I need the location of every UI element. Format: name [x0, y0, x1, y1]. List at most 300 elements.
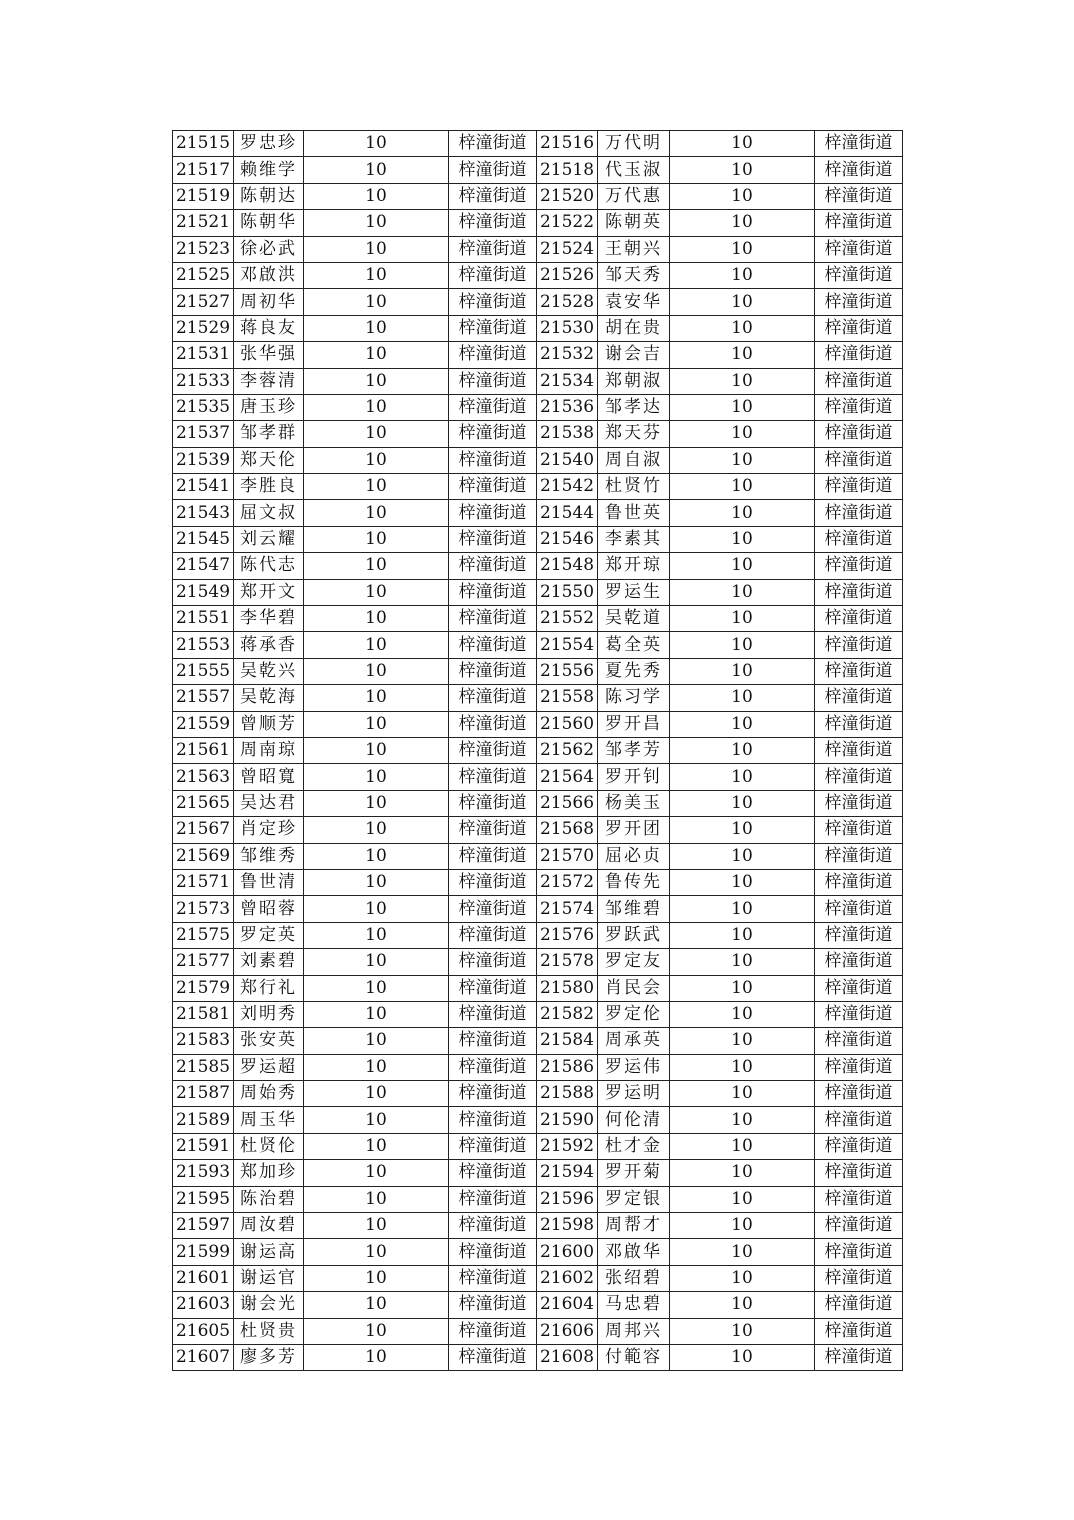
cell-district: 梓潼街道	[449, 526, 537, 552]
cell-amount: 10	[304, 368, 449, 394]
cell-name: 杜才金	[598, 1133, 670, 1159]
cell-district: 梓潼街道	[815, 1081, 903, 1107]
cell-amount: 10	[670, 553, 815, 579]
table-row	[173, 1054, 903, 1080]
cell-amount: 10	[304, 790, 449, 816]
cell-district: 梓潼街道	[815, 474, 903, 500]
cell-amount: 10	[304, 1028, 449, 1054]
cell-name: 郑行礼	[234, 975, 304, 1001]
cell-name: 袁安华	[598, 289, 670, 315]
cell-district: 梓潼街道	[449, 1081, 537, 1107]
cell-id: 21528	[537, 289, 598, 315]
cell-amount: 10	[304, 817, 449, 843]
cell-id: 21520	[537, 183, 598, 209]
cell-name: 李素其	[598, 526, 670, 552]
cell-id: 21606	[537, 1318, 598, 1344]
cell-id: 21565	[173, 790, 234, 816]
cell-district: 梓潼街道	[449, 1107, 537, 1133]
cell-amount: 10	[304, 236, 449, 262]
cell-amount: 10	[670, 157, 815, 183]
cell-name: 曾顺芳	[234, 711, 304, 737]
cell-name: 胡在贵	[598, 315, 670, 341]
table-row	[173, 289, 903, 315]
cell-district: 梓潼街道	[815, 579, 903, 605]
cell-name: 罗开菊	[598, 1160, 670, 1186]
cell-name: 罗跃武	[598, 922, 670, 948]
cell-amount: 10	[304, 737, 449, 763]
table-row	[173, 368, 903, 394]
cell-id: 21580	[537, 975, 598, 1001]
cell-id: 21545	[173, 526, 234, 552]
cell-name: 杜贤竹	[598, 474, 670, 500]
cell-name: 肖民会	[598, 975, 670, 1001]
cell-id: 21589	[173, 1107, 234, 1133]
cell-amount: 10	[670, 764, 815, 790]
cell-amount: 10	[670, 1239, 815, 1265]
cell-id: 21544	[537, 500, 598, 526]
cell-name: 邹天秀	[598, 262, 670, 288]
cell-id: 21530	[537, 315, 598, 341]
cell-name: 王朝兴	[598, 236, 670, 262]
cell-amount: 10	[304, 579, 449, 605]
cell-amount: 10	[670, 262, 815, 288]
cell-id: 21524	[537, 236, 598, 262]
cell-name: 代玉淑	[598, 157, 670, 183]
table-row	[173, 1160, 903, 1186]
cell-amount: 10	[670, 606, 815, 632]
cell-amount: 10	[304, 342, 449, 368]
cell-amount: 10	[304, 922, 449, 948]
cell-name: 吴乾道	[598, 606, 670, 632]
cell-district: 梓潼街道	[449, 1160, 537, 1186]
cell-id: 21517	[173, 157, 234, 183]
cell-name: 鲁世清	[234, 869, 304, 895]
cell-amount: 10	[304, 131, 449, 157]
cell-name: 鲁世英	[598, 500, 670, 526]
cell-district: 梓潼街道	[449, 1318, 537, 1344]
cell-name: 邹维碧	[598, 896, 670, 922]
table-row	[173, 526, 903, 552]
table-row	[173, 817, 903, 843]
cell-name: 唐玉珍	[234, 394, 304, 420]
cell-id: 21572	[537, 869, 598, 895]
cell-id: 21550	[537, 579, 598, 605]
cell-name: 付範容	[598, 1344, 670, 1370]
cell-id: 21571	[173, 869, 234, 895]
table-row	[173, 1318, 903, 1344]
cell-id: 21523	[173, 236, 234, 262]
cell-id: 21568	[537, 817, 598, 843]
cell-amount: 10	[670, 289, 815, 315]
table-row	[173, 210, 903, 236]
cell-district: 梓潼街道	[815, 368, 903, 394]
cell-id: 21540	[537, 447, 598, 473]
cell-name: 屈文叔	[234, 500, 304, 526]
cell-amount: 10	[304, 1344, 449, 1370]
cell-amount: 10	[670, 447, 815, 473]
cell-amount: 10	[670, 1001, 815, 1027]
table-row	[173, 500, 903, 526]
cell-amount: 10	[304, 1107, 449, 1133]
cell-amount: 10	[670, 342, 815, 368]
cell-id: 21583	[173, 1028, 234, 1054]
cell-district: 梓潼街道	[449, 1239, 537, 1265]
cell-amount: 10	[304, 711, 449, 737]
cell-name: 罗运明	[598, 1081, 670, 1107]
cell-district: 梓潼街道	[815, 1239, 903, 1265]
cell-id: 21585	[173, 1054, 234, 1080]
cell-amount: 10	[304, 1239, 449, 1265]
cell-name: 邓啟华	[598, 1239, 670, 1265]
cell-district: 梓潼街道	[815, 236, 903, 262]
cell-id: 21564	[537, 764, 598, 790]
cell-amount: 10	[670, 896, 815, 922]
cell-name: 鲁传先	[598, 869, 670, 895]
table-row	[173, 315, 903, 341]
cell-id: 21591	[173, 1133, 234, 1159]
cell-name: 万代惠	[598, 183, 670, 209]
cell-amount: 10	[304, 474, 449, 500]
cell-id: 21542	[537, 474, 598, 500]
cell-id: 21532	[537, 342, 598, 368]
cell-name: 邹维秀	[234, 843, 304, 869]
cell-district: 梓潼街道	[449, 658, 537, 684]
cell-amount: 10	[304, 1186, 449, 1212]
cell-id: 21597	[173, 1213, 234, 1239]
table-row	[173, 131, 903, 157]
cell-amount: 10	[304, 1081, 449, 1107]
cell-amount: 10	[670, 315, 815, 341]
cell-id: 21588	[537, 1081, 598, 1107]
cell-name: 万代明	[598, 131, 670, 157]
cell-name: 张绍碧	[598, 1265, 670, 1291]
cell-name: 葛全英	[598, 632, 670, 658]
cell-name: 陈代志	[234, 553, 304, 579]
table-row	[173, 632, 903, 658]
cell-amount: 10	[304, 315, 449, 341]
cell-id: 21549	[173, 579, 234, 605]
cell-name: 徐必武	[234, 236, 304, 262]
cell-district: 梓潼街道	[815, 764, 903, 790]
cell-name: 陈朝华	[234, 210, 304, 236]
cell-district: 梓潼街道	[815, 342, 903, 368]
cell-name: 张华强	[234, 342, 304, 368]
cell-district: 梓潼街道	[815, 394, 903, 420]
cell-id: 21557	[173, 685, 234, 711]
cell-name: 刘云耀	[234, 526, 304, 552]
cell-id: 21553	[173, 632, 234, 658]
table-row	[173, 1213, 903, 1239]
cell-name: 罗开团	[598, 817, 670, 843]
table-row	[173, 1028, 903, 1054]
cell-id: 21521	[173, 210, 234, 236]
cell-name: 谢运官	[234, 1265, 304, 1291]
cell-amount: 10	[670, 579, 815, 605]
roster-body	[173, 131, 903, 1371]
cell-district: 梓潼街道	[815, 1133, 903, 1159]
cell-name: 罗运生	[598, 579, 670, 605]
cell-district: 梓潼街道	[815, 632, 903, 658]
cell-id: 21561	[173, 737, 234, 763]
cell-id: 21607	[173, 1344, 234, 1370]
cell-amount: 10	[304, 606, 449, 632]
cell-amount: 10	[670, 1133, 815, 1159]
table-row	[173, 157, 903, 183]
cell-district: 梓潼街道	[449, 262, 537, 288]
cell-id: 21586	[537, 1054, 598, 1080]
cell-amount: 10	[304, 632, 449, 658]
cell-id: 21581	[173, 1001, 234, 1027]
cell-id: 21570	[537, 843, 598, 869]
cell-district: 梓潼街道	[815, 500, 903, 526]
roster-table	[172, 130, 903, 1371]
cell-name: 谢会光	[234, 1292, 304, 1318]
cell-name: 杜贤贵	[234, 1318, 304, 1344]
cell-name: 赖维学	[234, 157, 304, 183]
cell-district: 梓潼街道	[449, 394, 537, 420]
cell-id: 21594	[537, 1160, 598, 1186]
cell-district: 梓潼街道	[815, 711, 903, 737]
cell-name: 邹孝群	[234, 421, 304, 447]
cell-amount: 10	[304, 394, 449, 420]
table-row	[173, 685, 903, 711]
cell-id: 21535	[173, 394, 234, 420]
cell-name: 周自淑	[598, 447, 670, 473]
cell-amount: 10	[304, 500, 449, 526]
cell-id: 21522	[537, 210, 598, 236]
table-row	[173, 553, 903, 579]
cell-name: 陈朝英	[598, 210, 670, 236]
cell-amount: 10	[670, 526, 815, 552]
cell-name: 邹孝达	[598, 394, 670, 420]
cell-district: 梓潼街道	[449, 975, 537, 1001]
cell-name: 周邦兴	[598, 1318, 670, 1344]
cell-id: 21567	[173, 817, 234, 843]
cell-id: 21578	[537, 949, 598, 975]
cell-district: 梓潼街道	[449, 1344, 537, 1370]
cell-district: 梓潼街道	[449, 711, 537, 737]
table-row	[173, 737, 903, 763]
cell-id: 21515	[173, 131, 234, 157]
cell-amount: 10	[304, 685, 449, 711]
cell-id: 21608	[537, 1344, 598, 1370]
cell-id: 21541	[173, 474, 234, 500]
cell-name: 谢运高	[234, 1239, 304, 1265]
cell-district: 梓潼街道	[449, 500, 537, 526]
table-row	[173, 421, 903, 447]
cell-name: 郑开文	[234, 579, 304, 605]
cell-id: 21604	[537, 1292, 598, 1318]
cell-amount: 10	[670, 1186, 815, 1212]
cell-district: 梓潼街道	[815, 975, 903, 1001]
cell-district: 梓潼街道	[449, 157, 537, 183]
cell-name: 陈治碧	[234, 1186, 304, 1212]
cell-amount: 10	[670, 183, 815, 209]
cell-id: 21548	[537, 553, 598, 579]
cell-id: 21518	[537, 157, 598, 183]
cell-name: 罗定伦	[598, 1001, 670, 1027]
table-row	[173, 579, 903, 605]
cell-district: 梓潼街道	[815, 262, 903, 288]
cell-name: 邓啟洪	[234, 262, 304, 288]
cell-name: 廖多芳	[234, 1344, 304, 1370]
table-row	[173, 1239, 903, 1265]
cell-amount: 10	[670, 790, 815, 816]
cell-district: 梓潼街道	[815, 817, 903, 843]
cell-amount: 10	[670, 658, 815, 684]
cell-id: 21531	[173, 342, 234, 368]
cell-name: 周始秀	[234, 1081, 304, 1107]
table-row	[173, 262, 903, 288]
cell-district: 梓潼街道	[449, 210, 537, 236]
cell-amount: 10	[304, 896, 449, 922]
cell-amount: 10	[670, 1292, 815, 1318]
cell-amount: 10	[304, 1265, 449, 1291]
cell-name: 罗定银	[598, 1186, 670, 1212]
cell-amount: 10	[670, 843, 815, 869]
cell-district: 梓潼街道	[449, 236, 537, 262]
cell-district: 梓潼街道	[449, 922, 537, 948]
table-row	[173, 1292, 903, 1318]
cell-id: 21598	[537, 1213, 598, 1239]
cell-district: 梓潼街道	[815, 737, 903, 763]
cell-name: 张安英	[234, 1028, 304, 1054]
cell-district: 梓潼街道	[449, 869, 537, 895]
cell-id: 21562	[537, 737, 598, 763]
cell-district: 梓潼街道	[449, 843, 537, 869]
cell-name: 罗定友	[598, 949, 670, 975]
cell-name: 周南琼	[234, 737, 304, 763]
cell-amount: 10	[304, 843, 449, 869]
cell-district: 梓潼街道	[815, 1028, 903, 1054]
cell-id: 21592	[537, 1133, 598, 1159]
cell-id: 21552	[537, 606, 598, 632]
cell-district: 梓潼街道	[449, 342, 537, 368]
cell-name: 周承英	[598, 1028, 670, 1054]
table-row	[173, 922, 903, 948]
cell-id: 21599	[173, 1239, 234, 1265]
cell-district: 梓潼街道	[815, 157, 903, 183]
cell-name: 杜贤伦	[234, 1133, 304, 1159]
cell-name: 郑开琼	[598, 553, 670, 579]
cell-district: 梓潼街道	[815, 685, 903, 711]
cell-id: 21526	[537, 262, 598, 288]
cell-name: 罗忠珍	[234, 131, 304, 157]
cell-id: 21577	[173, 949, 234, 975]
cell-amount: 10	[670, 1028, 815, 1054]
table-row	[173, 790, 903, 816]
cell-district: 梓潼街道	[815, 1344, 903, 1370]
cell-name: 肖定珍	[234, 817, 304, 843]
table-row	[173, 236, 903, 262]
cell-id: 21595	[173, 1186, 234, 1212]
cell-amount: 10	[670, 949, 815, 975]
cell-name: 周帮才	[598, 1213, 670, 1239]
cell-amount: 10	[304, 526, 449, 552]
cell-id: 21537	[173, 421, 234, 447]
cell-id: 21516	[537, 131, 598, 157]
cell-district: 梓潼街道	[815, 606, 903, 632]
cell-district: 梓潼街道	[449, 447, 537, 473]
table-row	[173, 447, 903, 473]
table-row	[173, 1133, 903, 1159]
cell-district: 梓潼街道	[815, 131, 903, 157]
cell-id: 21534	[537, 368, 598, 394]
cell-id: 21566	[537, 790, 598, 816]
cell-name: 罗开昌	[598, 711, 670, 737]
cell-id: 21573	[173, 896, 234, 922]
cell-id: 21590	[537, 1107, 598, 1133]
cell-id: 21536	[537, 394, 598, 420]
cell-id: 21596	[537, 1186, 598, 1212]
cell-amount: 10	[304, 1001, 449, 1027]
cell-id: 21556	[537, 658, 598, 684]
cell-district: 梓潼街道	[815, 1213, 903, 1239]
cell-district: 梓潼街道	[815, 315, 903, 341]
cell-name: 罗开钊	[598, 764, 670, 790]
cell-id: 21569	[173, 843, 234, 869]
cell-district: 梓潼街道	[815, 526, 903, 552]
cell-name: 吴达君	[234, 790, 304, 816]
table-row	[173, 711, 903, 737]
table-row	[173, 869, 903, 895]
cell-id: 21519	[173, 183, 234, 209]
cell-amount: 10	[670, 131, 815, 157]
cell-name: 郑天芬	[598, 421, 670, 447]
cell-district: 梓潼街道	[449, 131, 537, 157]
cell-id: 21603	[173, 1292, 234, 1318]
cell-district: 梓潼街道	[815, 658, 903, 684]
table-row	[173, 843, 903, 869]
cell-id: 21538	[537, 421, 598, 447]
cell-id: 21554	[537, 632, 598, 658]
cell-id: 21559	[173, 711, 234, 737]
cell-id: 21551	[173, 606, 234, 632]
cell-amount: 10	[304, 1160, 449, 1186]
table-row	[173, 1107, 903, 1133]
cell-district: 梓潼街道	[449, 553, 537, 579]
table-row	[173, 394, 903, 420]
cell-district: 梓潼街道	[815, 421, 903, 447]
table-row	[173, 896, 903, 922]
cell-name: 杨美玉	[598, 790, 670, 816]
cell-district: 梓潼街道	[815, 553, 903, 579]
table-row	[173, 658, 903, 684]
cell-id: 21547	[173, 553, 234, 579]
cell-district: 梓潼街道	[449, 685, 537, 711]
cell-id: 21563	[173, 764, 234, 790]
cell-amount: 10	[304, 1054, 449, 1080]
cell-name: 邹孝芳	[598, 737, 670, 763]
cell-name: 郑天伦	[234, 447, 304, 473]
cell-name: 刘明秀	[234, 1001, 304, 1027]
cell-district: 梓潼街道	[449, 790, 537, 816]
cell-district: 梓潼街道	[815, 447, 903, 473]
cell-amount: 10	[304, 447, 449, 473]
cell-district: 梓潼街道	[449, 606, 537, 632]
cell-amount: 10	[670, 685, 815, 711]
cell-id: 21579	[173, 975, 234, 1001]
cell-amount: 10	[670, 421, 815, 447]
cell-name: 周汝碧	[234, 1213, 304, 1239]
cell-id: 21605	[173, 1318, 234, 1344]
cell-name: 罗定英	[234, 922, 304, 948]
cell-id: 21529	[173, 315, 234, 341]
cell-id: 21558	[537, 685, 598, 711]
cell-district: 梓潼街道	[449, 368, 537, 394]
cell-district: 梓潼街道	[815, 1160, 903, 1186]
cell-name: 周初华	[234, 289, 304, 315]
